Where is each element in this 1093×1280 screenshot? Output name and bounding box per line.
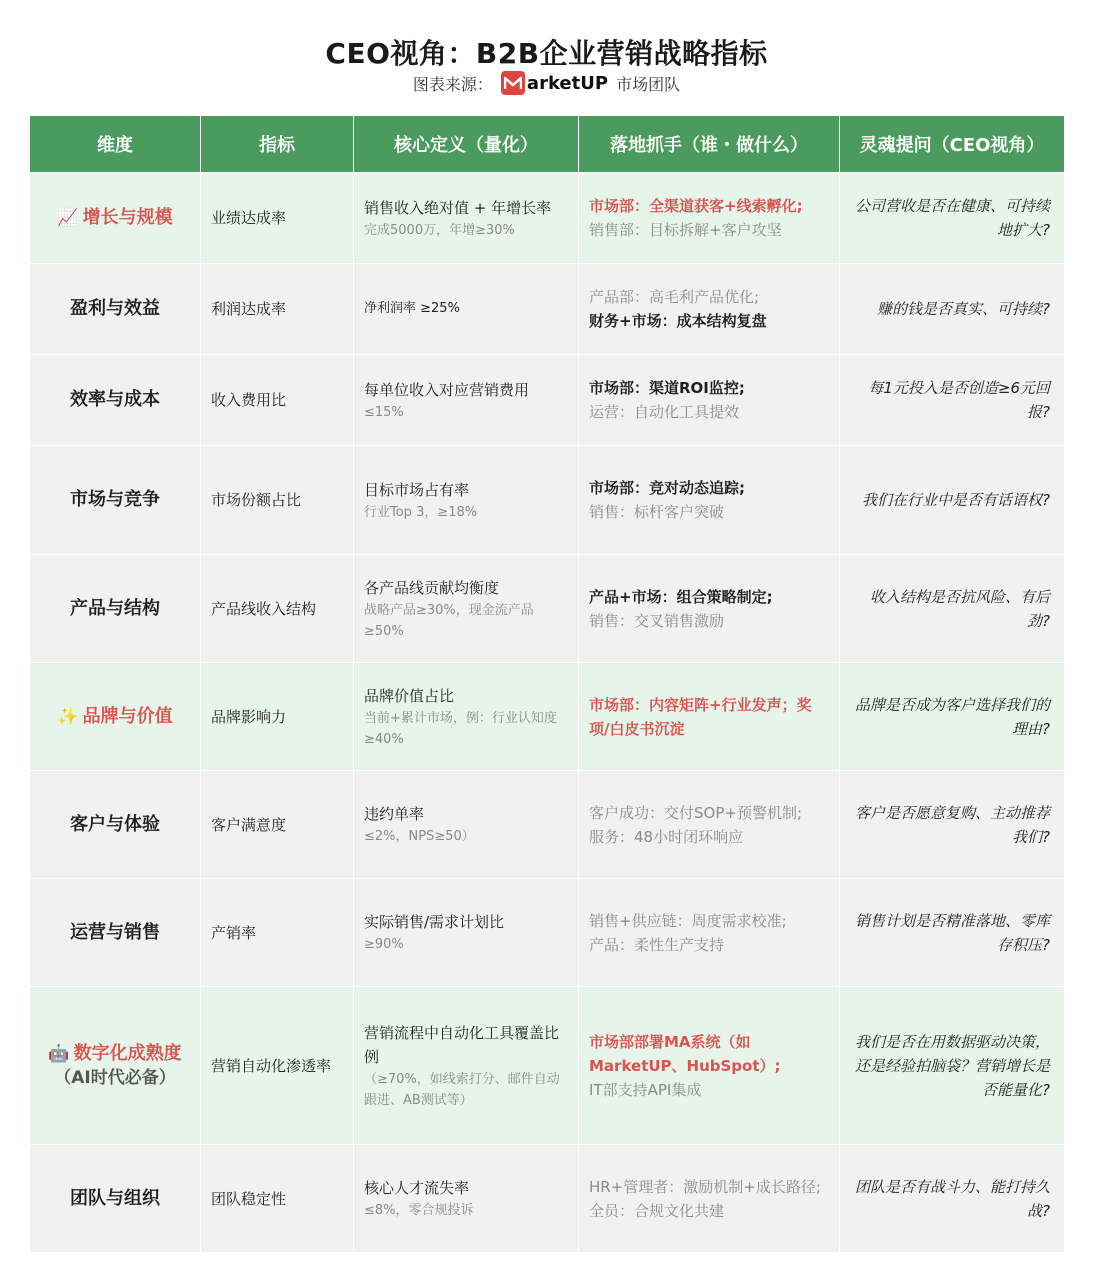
table-row	[30, 987, 1065, 1145]
logo-text: arketUP	[526, 72, 609, 94]
question-cell: 团队是否有战斗力、能打持久战?	[840, 1145, 1065, 1253]
dimension-cell: 效率与成本	[30, 355, 201, 446]
definition-main: 每单位收入对应营销费用	[364, 380, 530, 399]
table-row	[30, 355, 1065, 446]
dimension-cell: 运营与销售	[30, 879, 201, 987]
table-row	[30, 555, 1065, 663]
table-row	[30, 446, 1065, 555]
metric-cell: 市场份额占比	[201, 446, 354, 555]
definition-cell	[354, 173, 579, 264]
action-cell	[579, 987, 840, 1145]
action-line: 客户成功：交付SOP+预警机制;	[589, 803, 802, 822]
dimension-cell	[30, 173, 201, 264]
action-line: 产品：柔性生产支持	[589, 935, 725, 954]
definition-cell	[354, 446, 579, 555]
table-row	[30, 1145, 1065, 1253]
action-line: 服务：48小时闭环响应	[589, 827, 744, 846]
dimension-cell: 客户与体验	[30, 771, 201, 879]
question-cell: 销售计划是否精准落地、零库存积压?	[840, 879, 1065, 987]
definition-sub: ≥90%	[364, 937, 404, 952]
definition-cell	[354, 1145, 579, 1253]
definition-sub: 行业Top 3，≥18%	[364, 504, 478, 520]
metric-cell: 收入费用比	[201, 355, 354, 446]
action-cell	[579, 446, 840, 555]
table-row	[30, 264, 1065, 355]
definition-main: 品牌价值占比	[364, 686, 455, 705]
action-cell	[579, 555, 840, 663]
action-line: 市场部：全渠道获客+线索孵化;	[589, 197, 803, 215]
dimension-label: 数字化成熟度	[73, 1042, 182, 1064]
definition-main: 各产品线贡献均衡度	[364, 578, 500, 597]
table-row	[30, 173, 1065, 264]
dimension-cell: 产品与结构	[30, 555, 201, 663]
chart-source	[0, 70, 1093, 96]
metric-cell: 产品线收入结构	[201, 555, 354, 663]
action-line: 销售部：目标拆解+客户攻坚	[589, 221, 782, 239]
definition-sub: 当前+累计市场，例：行业认知度≥40%	[364, 710, 557, 747]
metric-cell: 营销自动化渗透率	[201, 987, 354, 1145]
metric-cell: 团队稳定性	[201, 1145, 354, 1253]
robot-icon: 🤖	[48, 1043, 70, 1064]
dimension-cell	[30, 663, 201, 771]
definition-main: 销售收入绝对值 + 年增长率	[364, 198, 552, 217]
definition-main: 违约单率	[364, 805, 425, 823]
table-row	[30, 879, 1065, 987]
action-line: HR+管理者：激励机制+成长路径;	[589, 1177, 821, 1196]
question-cell: 收入结构是否抗风险、有后劲?	[840, 555, 1065, 663]
action-cell	[579, 173, 840, 264]
definition-cell	[354, 355, 579, 446]
source-label: 图表来源：	[412, 74, 493, 94]
action-line: IT部支持API集成	[589, 1080, 702, 1099]
metric-cell: 业绩达成率	[201, 173, 354, 264]
question-cell: 公司营收是否在健康、可持续地扩大?	[840, 173, 1065, 264]
action-cell	[579, 1145, 840, 1253]
definition-cell	[354, 663, 579, 771]
definition-sub: （≥70%，如线索打分、邮件自动跟进、AB测试等）	[364, 1071, 560, 1108]
question-cell: 每1元投入是否创造≥6元回报?	[840, 355, 1065, 446]
team-label: 市场团队	[616, 74, 681, 94]
metrics-table	[29, 115, 1065, 1253]
header-definition: 核心定义（量化）	[354, 116, 579, 173]
definition-main: 核心人才流失率	[364, 1179, 470, 1197]
definition-sub: ≤15%	[364, 404, 404, 420]
definition-main: 净利润率 ≥25%	[364, 301, 460, 316]
action-line: 财务+市场：成本结构复盘	[589, 312, 767, 330]
action-line: 销售：标杆客户突破	[589, 503, 725, 521]
table-row	[30, 771, 1065, 879]
dimension-label: 增长与规模	[82, 207, 173, 228]
action-line: 产品+市场：组合策略制定;	[589, 587, 773, 606]
question-cell: 我们是否在用数据驱动决策，还是经验拍脑袋？营销增长是否能量化?	[840, 987, 1065, 1145]
action-cell	[579, 264, 840, 355]
definition-cell	[354, 555, 579, 663]
definition-cell	[354, 771, 579, 879]
table-header-row	[30, 116, 1065, 173]
sparkles-icon: ✨	[57, 706, 79, 727]
definition-sub: ≤2%，NPS≥50）	[364, 829, 475, 844]
logo-m-icon	[501, 71, 525, 95]
definition-cell	[354, 879, 579, 987]
page-title: CEO视角：B2B企业营销战略指标	[325, 37, 768, 70]
metric-cell: 产销率	[201, 879, 354, 987]
action-cell	[579, 663, 840, 771]
header-action: 落地抓手（谁・做什么）	[579, 116, 840, 173]
action-line: 市场部：竞对动态追踪;	[589, 479, 745, 497]
definition-cell	[354, 987, 579, 1145]
action-line: 市场部：渠道ROI监控;	[589, 379, 745, 397]
question-cell: 品牌是否成为客户选择我们的理由?	[840, 663, 1065, 771]
definition-sub: ≤8%，零合规投诉	[364, 1203, 474, 1218]
definition-sub: 战略产品≥30%，现金流产品≥50%	[364, 602, 534, 639]
action-line: 市场部部署MA系统（如MarketUP、HubSpot）;	[589, 1032, 781, 1075]
action-line: 销售：交叉销售激励	[589, 611, 725, 630]
action-line: 全员：合规文化共建	[589, 1201, 725, 1220]
action-line: 市场部：内容矩阵+行业发声；奖项/白皮书沉淀	[589, 695, 812, 738]
header-dimension: 维度	[30, 116, 201, 173]
action-cell	[579, 355, 840, 446]
table-row	[30, 663, 1065, 771]
header-metric: 指标	[201, 116, 354, 173]
dimension-cell	[30, 987, 201, 1145]
definition-main: 实际销售/需求计划比	[364, 913, 505, 931]
definition-cell	[354, 264, 579, 355]
action-line: 销售+供应链：周度需求校准;	[589, 911, 787, 930]
metric-cell: 利润达成率	[201, 264, 354, 355]
definition-sub: 完成5000万，年增≥30%	[364, 222, 515, 238]
question-cell: 赚的钱是否真实、可持续?	[840, 264, 1065, 355]
chart-up-icon: 📈	[57, 208, 79, 228]
dimension-cell: 盈利与效益	[30, 264, 201, 355]
header-question: 灵魂提问（CEO视角）	[840, 116, 1065, 173]
marketup-logo	[501, 71, 608, 95]
question-cell: 我们在行业中是否有话语权?	[840, 446, 1065, 555]
dimension-cell: 市场与竞争	[30, 446, 201, 555]
action-line: 运营：自动化工具提效	[589, 403, 740, 421]
action-line: 产品部：高毛利产品优化;	[589, 288, 760, 306]
dimension-label: 品牌与价值	[82, 705, 173, 727]
definition-main: 营销流程中自动化工具覆盖比例	[364, 1023, 560, 1066]
action-cell	[579, 771, 840, 879]
metric-cell: 品牌影响力	[201, 663, 354, 771]
metric-cell: 客户满意度	[201, 771, 354, 879]
definition-main: 目标市场占有率	[364, 480, 470, 499]
question-cell: 客户是否愿意复购、主动推荐我们?	[840, 771, 1065, 879]
action-cell	[579, 879, 840, 987]
dimension-cell: 团队与组织	[30, 1145, 201, 1253]
dimension-sublabel: （AI时代必备）	[54, 1067, 176, 1088]
